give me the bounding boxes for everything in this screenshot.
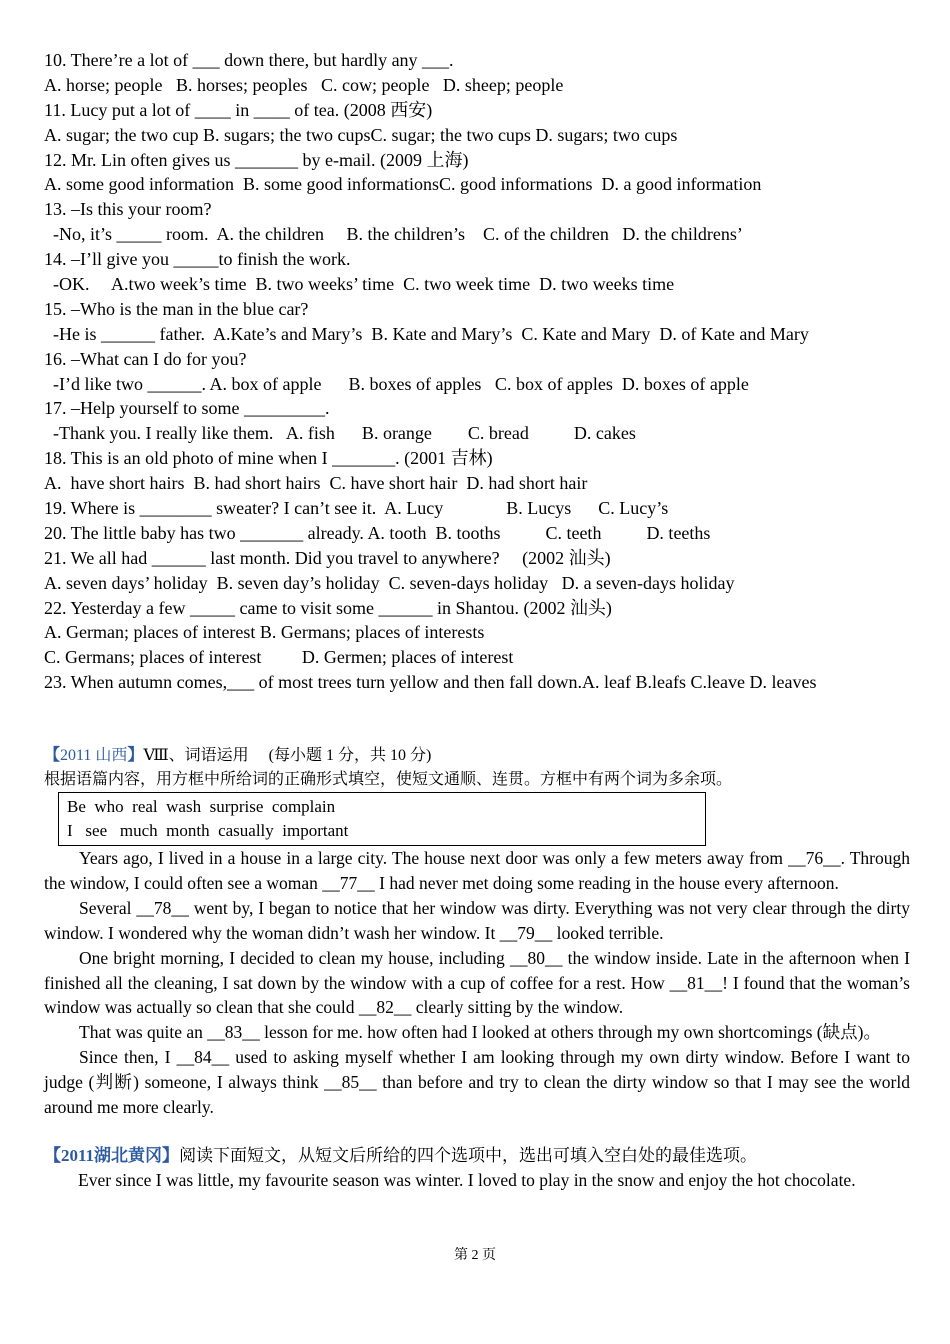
passage-paragraph: That was quite an __83__ lesson for me. how often had I looked at others through my own shortcomings (缺点)。 — [79, 1022, 881, 1043]
word-usage-section — [44, 744, 910, 1120]
section-instruction: 阅读下面短文，从短文后所给的四个选项中，选出可填入空白处的最佳选项。 — [179, 1146, 758, 1165]
question-line: 21. We all had ______ last month. Did you travel to anywhere? (2002 汕头) — [44, 547, 611, 568]
question-line: -No, it’s _____ room. A. the children B. the children’s C. of the children D. the childrens’ — [44, 224, 743, 245]
question-line: 10. There’re a lot of ___ down there, but hardly any ___. — [44, 50, 454, 70]
section-title — [44, 1144, 910, 1168]
source-bracket-close: 】 — [127, 747, 144, 764]
question-line: 22. Yesterday a few _____ came to visit some ______ in Shantou. (2002 汕头) — [44, 597, 612, 618]
passage-paragraph: Years ago, I lived in a house in a large city. The house next door was only a few meters away from __76__. Through the window, I could often see a woman __77__ I had never met doing some reading in the house every afternoon. — [44, 848, 910, 893]
section-title — [44, 744, 910, 768]
question-list — [44, 48, 924, 695]
passage-paragraph: Ever since I was little, my favourite season was winter. I loved to play in the snow and enjoy the hot chocolate. — [78, 1170, 856, 1190]
question-line: -Thank you. I really like them. A. fish B. orange C. bread D. cakes — [44, 423, 636, 444]
page-number: 第 2 页 — [454, 1248, 496, 1263]
question-line: -He is ______ father. A.Kate’s and Mary’s B. Kate and Mary’s C. Kate and Mary D. of Kate and Mary — [44, 323, 809, 344]
word-box — [58, 792, 706, 846]
question-line: 17. –Help yourself to some _________. — [44, 398, 330, 419]
question-line: 19. Where is ________ sweater? I can’t see it. A. Lucy B. Lucys C. Lucy’s — [44, 498, 669, 519]
question-line: 18. This is an old photo of mine when I _______. (2001 吉林) — [44, 448, 493, 469]
question-line: -OK. A.two week’s time B. two weeks’ time C. two week time D. two weeks time — [44, 274, 675, 295]
question-line: A. German; places of interest B. Germans; places of interests — [44, 622, 485, 643]
question-line: A. horse; people B. horses; peoples C. cow; people D. sheep; people — [44, 74, 564, 95]
question-line: 14. –I’ll give you _____to finish the work. — [44, 249, 351, 270]
question-line: 16. –What can I do for you? — [44, 348, 247, 369]
reading-section — [44, 1144, 910, 1193]
source-label: 2011 山西 — [60, 747, 128, 764]
word-box-row: Be who real wash surprise complain — [67, 797, 336, 816]
section-title-text: Ⅷ、词语运用 (每小题 1 分，共 10 分) — [143, 747, 432, 764]
source-label: 【2011湖北黄冈】 — [44, 1146, 180, 1165]
question-line: -I’d like two ______. A. box of apple B. boxes of apples C. box of apples D. boxes of apple — [44, 373, 749, 394]
section-instruction: 根据语篇内容，用方框中所给词的正确形式填空，使短文通顺、连贯。方框中有两个词为多余项。 — [44, 771, 733, 788]
question-line: 23. When autumn comes,___ of most trees turn yellow and then fall down.A. leaf B.leafs C.leave D. leaves — [44, 672, 817, 693]
question-line: 12. Mr. Lin often gives us _______ by e-mail. (2009 上海) — [44, 149, 469, 170]
passage-paragraph: One bright morning, I decided to clean my house, including __80__ the window inside. Late in the afternoon when I finished all the cleaning, I sat down by the window with a cup of coffee for a rest. How __81__! I found that the woman’s window was actually so clean that she could __82__ clearly sitting by the window. — [44, 947, 910, 1018]
word-box-row: I see much month casually important — [67, 821, 349, 840]
question-line: 15. –Who is the man in the blue car? — [44, 298, 309, 319]
passage-paragraph: Since then, I __84__ used to asking myself whether I am looking through my own dirty window. Before I want to judge (判断) someone, I always think __85__ than before and try to clean the dirty window so that I may see the world around me more clearly. — [44, 1047, 910, 1118]
question-line: 11. Lucy put a lot of ____ in ____ of tea. (2008 西安) — [44, 99, 433, 120]
source-bracket-open: 【 — [44, 747, 61, 764]
question-line: 13. –Is this your room? — [44, 199, 212, 220]
question-line: A. have short hairs B. had short hairs C. have short hair D. had short hair — [44, 473, 588, 494]
passage-paragraph: Several __78__ went by, I began to notice that her window was dirty. Everything was not very clear through the dirty window. I wondered why the woman didn’t wash her window. It __79__ looked terrible. — [44, 897, 910, 943]
question-line: A. sugar; the two cup B. sugars; the two cupsC. sugar; the two cups D. sugars; two cups — [44, 124, 678, 145]
question-line: 20. The little baby has two _______ already. A. tooth B. tooths C. teeth D. teeths — [44, 522, 711, 543]
question-line: A. seven days’ holiday B. seven day’s holiday C. seven-days holiday D. a seven-days holiday — [44, 572, 735, 593]
question-line: A. some good information B. some good informationsC. good informations D. a good information — [44, 174, 762, 195]
question-line: C. Germans; places of interest D. Germen; places of interest — [44, 647, 514, 668]
